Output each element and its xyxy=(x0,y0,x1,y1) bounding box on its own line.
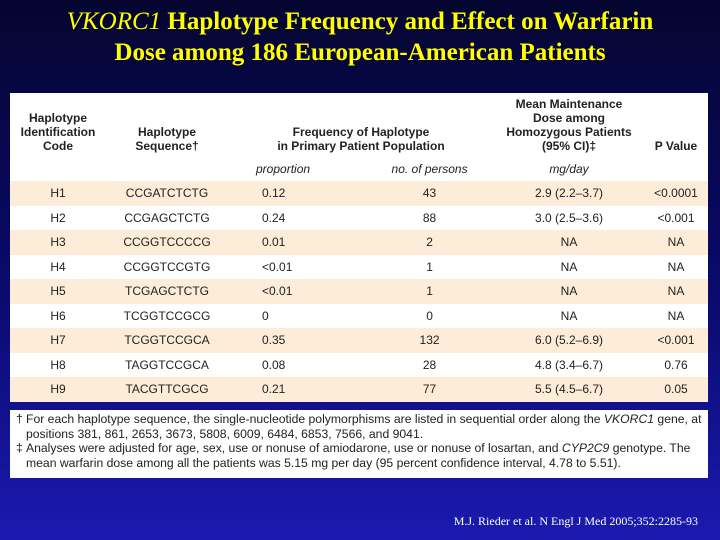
cell-dose: 2.9 (2.2–3.7) xyxy=(494,181,644,206)
citation: M.J. Rieder et al. N Engl J Med 2005;352:2285-93 xyxy=(453,514,698,528)
cell-prop: <0.01 xyxy=(228,255,365,280)
title-line-1 xyxy=(0,6,720,37)
cell-seq: TCGGTCCGCG xyxy=(106,304,228,329)
table-row xyxy=(10,181,708,206)
header-code: Haplotype Identification Code xyxy=(20,111,96,153)
cell-code: H4 xyxy=(10,255,106,280)
cell-code: H3 xyxy=(10,230,106,255)
table-header-row xyxy=(10,93,708,157)
cell-code: H9 xyxy=(10,377,106,402)
cell-prop: 0.21 xyxy=(228,377,365,402)
cell-p: <0.0001 xyxy=(644,181,708,206)
cell-prop: 0 xyxy=(228,304,365,329)
cell-p: 0.76 xyxy=(644,353,708,378)
title-line-1-rest: Haplotype Frequency and Effect on Warfarin xyxy=(161,8,654,35)
table-row xyxy=(10,377,708,402)
cell-dose: 4.8 (3.4–6.7) xyxy=(494,353,644,378)
cell-seq: CCGAGCTCTG xyxy=(106,206,228,231)
title-line-2: Dose among 186 European-American Patients xyxy=(114,39,606,66)
footnote-gene-vkorc1: VKORC1 xyxy=(603,412,655,426)
table-row xyxy=(10,328,708,353)
cell-p: <0.001 xyxy=(644,328,708,353)
footnote-gene-cyp2c9: CYP2C9 xyxy=(561,441,610,455)
haplotype-table-panel xyxy=(10,93,708,402)
footnotes-panel xyxy=(10,410,708,478)
cell-persons: 1 xyxy=(365,255,494,280)
header-frequency: Frequency of Haplotype in Primary Patient Population xyxy=(277,125,445,153)
cell-code: H6 xyxy=(10,304,106,329)
cell-seq: TACGTTCGCG xyxy=(106,377,228,402)
cell-code: H5 xyxy=(10,279,106,304)
cell-persons: 88 xyxy=(365,206,494,231)
dagger-mark: † xyxy=(16,412,23,426)
cell-p: 0.05 xyxy=(644,377,708,402)
title-gene-name: VKORC1 xyxy=(66,8,162,35)
cell-prop: 0.12 xyxy=(228,181,365,206)
cell-dose: 3.0 (2.5–3.6) xyxy=(494,206,644,231)
table-row xyxy=(10,206,708,231)
header-pvalue: P Value xyxy=(654,139,698,153)
cell-p: NA xyxy=(644,230,708,255)
unit-dose: mg/day xyxy=(549,162,589,176)
unit-persons: no. of persons xyxy=(391,162,468,176)
cell-prop: 0.35 xyxy=(228,328,365,353)
table-body xyxy=(10,181,708,402)
table-row xyxy=(10,230,708,255)
header-sequence: Haplotype Sequence† xyxy=(135,125,199,153)
cell-prop: 0.24 xyxy=(228,206,365,231)
unit-proportion: proportion xyxy=(256,162,311,176)
cell-persons: 77 xyxy=(365,377,494,402)
cell-dose: NA xyxy=(494,279,644,304)
cell-code: H8 xyxy=(10,353,106,378)
haplotype-table xyxy=(10,93,708,402)
footnote-dagger: † For each haplotype sequence, the single-nucleotide polymorphisms are listed in sequential order along the VKORC1 gene, at positions 381, 861, 2653, 3673, 5808, 6009, 6484, 6853, 7566, and 9041. xyxy=(16,412,702,441)
cell-dose: 6.0 (5.2–6.9) xyxy=(494,328,644,353)
cell-dose: NA xyxy=(494,304,644,329)
cell-dose: 5.5 (4.5–6.7) xyxy=(494,377,644,402)
table-row xyxy=(10,304,708,329)
cell-persons: 1 xyxy=(365,279,494,304)
cell-prop: 0.01 xyxy=(228,230,365,255)
cell-persons: 132 xyxy=(365,328,494,353)
cell-seq: CCGGTCCCCG xyxy=(106,230,228,255)
double-dagger-mark: ‡ xyxy=(16,441,23,455)
cell-seq: TAGGTCCGCA xyxy=(106,353,228,378)
cell-seq: CCGATCTCTG xyxy=(106,181,228,206)
cell-persons: 43 xyxy=(365,181,494,206)
cell-dose: NA xyxy=(494,255,644,280)
footnote-double-dagger: ‡ Analyses were adjusted for age, sex, use or nonuse of amiodarone, use or nonuse of losartan, and CYP2C9 genotype. The mean warfarin dose among all the patients was 5.15 mg per day (95 percent confidence interval, 4.78 to 5.51). xyxy=(16,441,691,470)
cell-code: H1 xyxy=(10,181,106,206)
cell-prop: <0.01 xyxy=(228,279,365,304)
slide-title xyxy=(0,6,720,68)
cell-prop: 0.08 xyxy=(228,353,365,378)
units-row xyxy=(10,157,708,181)
cell-dose: NA xyxy=(494,230,644,255)
cell-p: NA xyxy=(644,279,708,304)
table-row xyxy=(10,279,708,304)
header-dose: Mean Maintenance Dose among Homozygous Patients (95% CI)‡ xyxy=(506,97,632,153)
cell-code: H7 xyxy=(10,328,106,353)
table-row xyxy=(10,353,708,378)
table-row xyxy=(10,255,708,280)
cell-p: NA xyxy=(644,304,708,329)
cell-persons: 28 xyxy=(365,353,494,378)
cell-seq: CCGGTCCGTG xyxy=(106,255,228,280)
cell-seq: TCGGTCCGCA xyxy=(106,328,228,353)
cell-seq: TCGAGCTCTG xyxy=(106,279,228,304)
cell-persons: 0 xyxy=(365,304,494,329)
cell-code: H2 xyxy=(10,206,106,231)
cell-p: <0.001 xyxy=(644,206,708,231)
cell-p: NA xyxy=(644,255,708,280)
cell-persons: 2 xyxy=(365,230,494,255)
